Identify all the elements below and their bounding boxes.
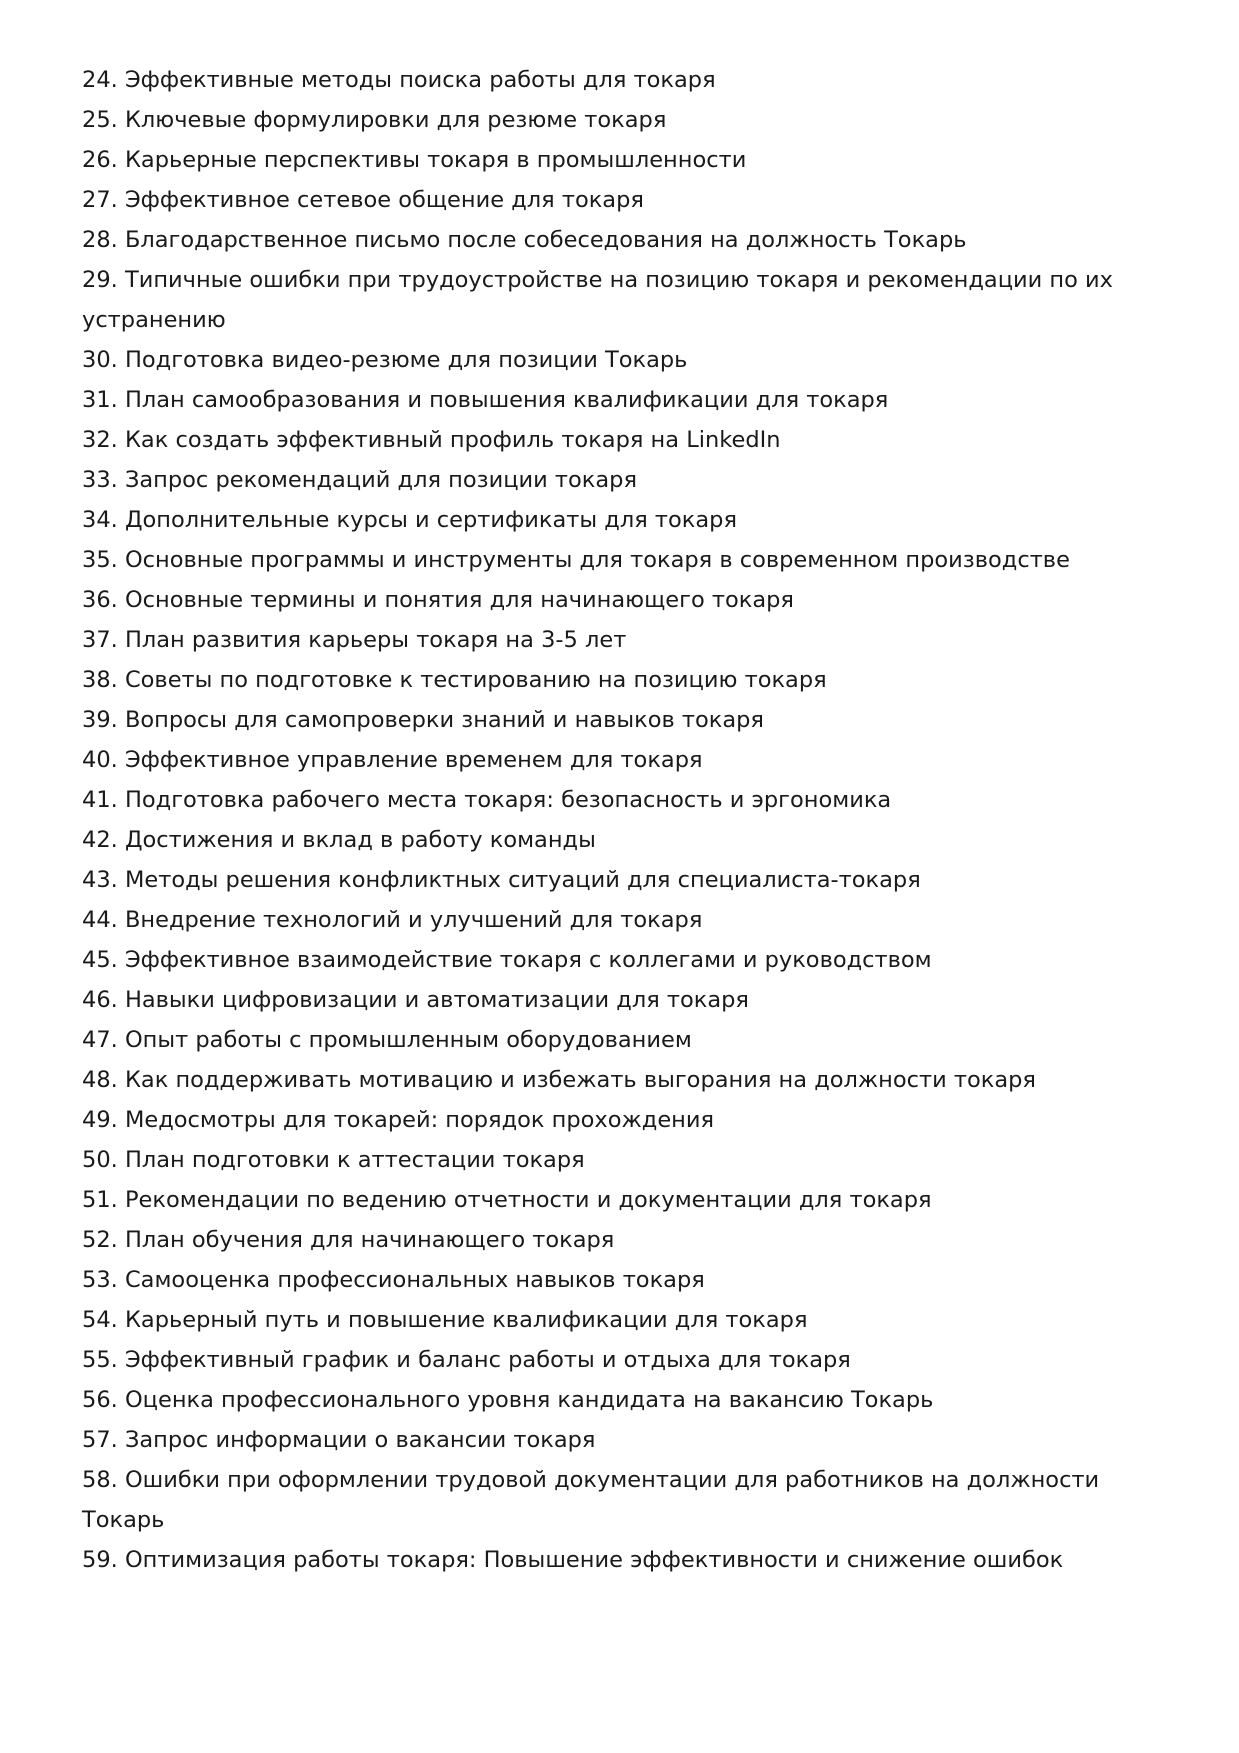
item-text: Рекомендации по ведению отчетности и документации для токаря <box>124 1187 932 1213</box>
item-number: 31. <box>82 387 118 413</box>
item-number: 51. <box>82 1187 118 1213</box>
list-item <box>82 220 1172 260</box>
list-item <box>82 1380 1172 1420</box>
item-text: Эффективный график и баланс работы и отдыха для токаря <box>124 1347 851 1373</box>
item-number: 49. <box>82 1107 118 1133</box>
item-number: 30. <box>82 347 118 373</box>
item-number: 54. <box>82 1307 118 1333</box>
list-item <box>82 1460 1172 1540</box>
list-item <box>82 740 1172 780</box>
item-number: 48. <box>82 1067 118 1093</box>
list-item <box>82 100 1172 140</box>
item-text: Эффективное сетевое общение для токаря <box>124 187 644 213</box>
list-item <box>82 1100 1172 1140</box>
list-item <box>82 420 1172 460</box>
item-text: Медосмотры для токарей: порядок прохождения <box>124 1107 715 1133</box>
item-text: Внедрение технологий и улучшений для токаря <box>124 907 703 933</box>
item-text: Самооценка профессиональных навыков токаря <box>124 1267 705 1293</box>
item-number: 32. <box>82 427 118 453</box>
list-item <box>82 500 1172 540</box>
list-item <box>82 1340 1172 1380</box>
item-number: 29. <box>82 267 118 293</box>
list-item <box>82 1140 1172 1180</box>
item-number: 38. <box>82 667 118 693</box>
list-item <box>82 1060 1172 1100</box>
item-number: 55. <box>82 1347 118 1373</box>
item-text: План развития карьеры токаря на 3-5 лет <box>124 627 627 653</box>
list-item <box>82 1260 1172 1300</box>
item-number: 57. <box>82 1427 118 1453</box>
list-item <box>82 780 1172 820</box>
item-number: 59. <box>82 1547 118 1573</box>
item-number: 37. <box>82 627 118 653</box>
item-text: План подготовки к аттестации токаря <box>124 1147 585 1173</box>
item-number: 53. <box>82 1267 118 1293</box>
item-text: Эффективные методы поиска работы для токаря <box>124 67 716 93</box>
item-number: 41. <box>82 787 118 813</box>
list-item <box>82 1420 1172 1460</box>
list-item <box>82 460 1172 500</box>
item-number: 40. <box>82 747 118 773</box>
list-item <box>82 380 1172 420</box>
item-text: Благодарственное письмо после собеседования на должность Токарь <box>124 227 967 253</box>
item-number: 43. <box>82 867 118 893</box>
list-item <box>82 260 1172 340</box>
item-number: 27. <box>82 187 118 213</box>
item-number: 44. <box>82 907 118 933</box>
item-text: Оптимизация работы токаря: Повышение эффективности и снижение ошибок <box>124 1547 1064 1573</box>
list-item <box>82 1180 1172 1220</box>
item-number: 35. <box>82 547 118 573</box>
item-text: Подготовка рабочего места токаря: безопасность и эргономика <box>124 787 892 813</box>
list-item <box>82 1540 1172 1580</box>
item-number: 50. <box>82 1147 118 1173</box>
item-text: Основные термины и понятия для начинающего токаря <box>124 587 794 613</box>
item-text: Типичные ошибки при трудоустройстве на позицию токаря и рекомендации по их устранению <box>82 267 1113 333</box>
item-text: Как создать эффективный профиль токаря на LinkedIn <box>124 427 781 453</box>
list-item <box>82 1300 1172 1340</box>
list-item <box>82 860 1172 900</box>
item-number: 42. <box>82 827 118 853</box>
item-text: Вопросы для самопроверки знаний и навыков токаря <box>124 707 764 733</box>
item-text: Ошибки при оформлении трудовой документации для работников на должности Токарь <box>82 1467 1100 1533</box>
list-item <box>82 900 1172 940</box>
list-item <box>82 180 1172 220</box>
item-text: План самообразования и повышения квалификации для токаря <box>124 387 889 413</box>
item-text: Как поддерживать мотивацию и избежать выгорания на должности токаря <box>124 1067 1036 1093</box>
topic-list <box>82 60 1172 1580</box>
item-number: 26. <box>82 147 118 173</box>
list-item <box>82 940 1172 980</box>
item-text: Карьерные перспективы токаря в промышленности <box>124 147 747 173</box>
item-number: 45. <box>82 947 118 973</box>
item-text: Карьерный путь и повышение квалификации для токаря <box>124 1307 808 1333</box>
item-number: 52. <box>82 1227 118 1253</box>
item-text: Дополнительные курсы и сертификаты для токаря <box>124 507 737 533</box>
item-text: Подготовка видео-резюме для позиции Токарь <box>124 347 688 373</box>
item-text: Методы решения конфликтных ситуаций для специалиста-токаря <box>124 867 921 893</box>
list-item <box>82 140 1172 180</box>
item-text: Советы по подготовке к тестированию на позицию токаря <box>124 667 827 693</box>
item-text: Опыт работы с промышленным оборудованием <box>124 1027 692 1053</box>
list-item <box>82 60 1172 100</box>
list-item <box>82 980 1172 1020</box>
list-item <box>82 820 1172 860</box>
item-number: 36. <box>82 587 118 613</box>
item-number: 25. <box>82 107 118 133</box>
list-item <box>82 580 1172 620</box>
item-number: 28. <box>82 227 118 253</box>
item-text: Эффективное управление временем для токаря <box>124 747 703 773</box>
item-number: 33. <box>82 467 118 493</box>
item-text: Оценка профессионального уровня кандидата на вакансию Токарь <box>124 1387 934 1413</box>
list-item <box>82 1020 1172 1060</box>
list-item <box>82 620 1172 660</box>
item-number: 24. <box>82 67 118 93</box>
item-text: Запрос рекомендаций для позиции токаря <box>124 467 637 493</box>
list-item <box>82 700 1172 740</box>
item-text: Ключевые формулировки для резюме токаря <box>124 107 667 133</box>
item-text: Эффективное взаимодействие токаря с коллегами и руководством <box>124 947 932 973</box>
list-item <box>82 340 1172 380</box>
list-item <box>82 1220 1172 1260</box>
item-text: Достижения и вклад в работу команды <box>124 827 596 853</box>
item-text: План обучения для начинающего токаря <box>124 1227 615 1253</box>
item-text: Навыки цифровизации и автоматизации для токаря <box>124 987 749 1013</box>
item-number: 56. <box>82 1387 118 1413</box>
item-number: 34. <box>82 507 118 533</box>
item-number: 46. <box>82 987 118 1013</box>
list-item <box>82 540 1172 580</box>
item-text: Основные программы и инструменты для токаря в современном производстве <box>124 547 1070 573</box>
list-item <box>82 660 1172 700</box>
item-number: 39. <box>82 707 118 733</box>
item-number: 47. <box>82 1027 118 1053</box>
item-text: Запрос информации о вакансии токаря <box>124 1427 596 1453</box>
item-number: 58. <box>82 1467 118 1493</box>
